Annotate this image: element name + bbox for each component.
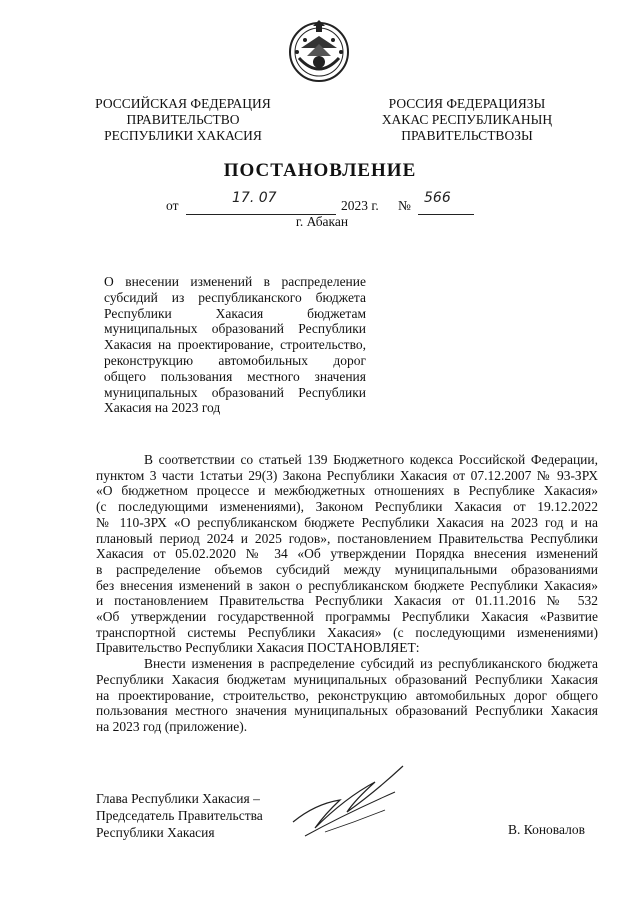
handwritten-signature: [285, 752, 415, 842]
body-line: Внести изменения в распределение субсидий из республиканского бюджета: [144, 656, 598, 672]
signatory-name: В. Коновалов: [508, 822, 585, 837]
header-left-line: РЕСПУБЛИКИ ХАКАСИЯ: [104, 128, 262, 143]
subject-line: муниципальных образований Республики: [104, 384, 366, 400]
body-line: пунктом 3 части 1статьи 29(3) Закона Республики Хакасия от 07.12.2007 № 93-ЗРХ: [96, 467, 598, 483]
body-text: [96, 452, 598, 735]
signatory-position: [96, 790, 263, 841]
subject-block: [104, 274, 366, 416]
header-left: [88, 96, 278, 144]
body-line: № 110-ЗРХ «О республиканском бюджете Республики Хакасия на 2023 год и на: [96, 514, 598, 530]
body-line: на 2023 год (приложение).: [96, 718, 248, 734]
body-line: и постановлением Правительства Республики Хакасия от 01.11.2016 № 532: [96, 593, 598, 609]
subject-line: Республики Хакасия бюджетам: [104, 305, 366, 321]
signatory-position-line: Глава Республики Хакасия –: [96, 791, 260, 806]
body-line: Хакасия от 05.02.2020 № 34 «Об утверждении Порядка внесения изменений: [96, 546, 598, 562]
subject-line: О внесении изменений в распределение: [104, 274, 366, 289]
body-line: транспортной системы Республики Хакасия» (с последующими изменениями): [96, 624, 598, 640]
date-field: [186, 190, 336, 215]
body-line: пользования местного значения муниципальных образований Республики Хакасия: [96, 703, 598, 719]
body-line: без внесения изменений в закон о республиканском бюджете Республики Хакасия»: [96, 577, 598, 593]
body-line: плановый период 2024 и 2025 годов», постановлением Правительства Республики: [96, 530, 598, 546]
coat-of-arms-icon: [287, 18, 351, 84]
body-line: Правительство Республики Хакасия ПОСТАНОВЛЯЕТ:: [96, 640, 420, 656]
city: г. Абакан: [295, 214, 349, 229]
subject-line: Хакасия на 2023 год: [104, 400, 221, 416]
subject-line: субсидий из республиканского бюджета: [104, 289, 366, 305]
signatory-position-line: Председатель Правительства: [96, 808, 263, 823]
subject-line: муниципальных образований Республики: [104, 321, 366, 337]
header-left-line: РОССИЙСКАЯ ФЕДЕРАЦИЯ: [95, 96, 271, 111]
body-line: на проектирование, строительство, реконструкцию автомобильных дорог общего: [96, 687, 598, 703]
handwritten-date: 17. 07: [232, 190, 277, 206]
handwritten-number: 566: [424, 190, 451, 206]
body-line: «Об утверждении государственной программы Республики Хакасия «Развитие: [96, 609, 598, 625]
document-title: ПОСТАНОВЛЕНИЕ: [223, 160, 417, 181]
header-left-line: ПРАВИТЕЛЬСТВО: [126, 112, 240, 127]
body-line: Республики Хакасия бюджетам муниципальных образований Республики Хакасия: [96, 671, 598, 687]
number-sign: №: [398, 198, 411, 213]
body-line: (с последующими изменениями), Законом Республики Хакасия от 19.12.2022: [96, 499, 598, 515]
header-right: [372, 96, 562, 144]
subject-line: реконструкцию автомобильных дорог: [104, 352, 366, 368]
subject-line: общего пользования местного значения: [104, 368, 366, 384]
signatory-position-line: Республики Хакасия: [96, 825, 215, 840]
number-field: [418, 190, 474, 215]
header-right-line: ПРАВИТЕЛЬСТВОЗЫ: [401, 128, 533, 143]
subject-line: Хакасия на проектирование, строительство,: [104, 337, 366, 353]
date-prefix: от: [166, 198, 179, 213]
header-right-line: ХАКАС РЕСПУБЛИКАНЫҢ: [381, 112, 553, 127]
body-line: «О бюджетном процессе и межбюджетных отношениях в Республике Хакасия»: [96, 483, 598, 499]
date-year: 2023 г.: [341, 198, 379, 213]
body-line: В соответствии со статьей 139 Бюджетного кодекса Российской Федерации,: [144, 452, 598, 467]
body-line: в распределение объемов субсидий между муниципальными образованиями: [96, 561, 598, 577]
header-right-line: РОССИЯ ФЕДЕРАЦИЯЗЫ: [388, 96, 546, 111]
